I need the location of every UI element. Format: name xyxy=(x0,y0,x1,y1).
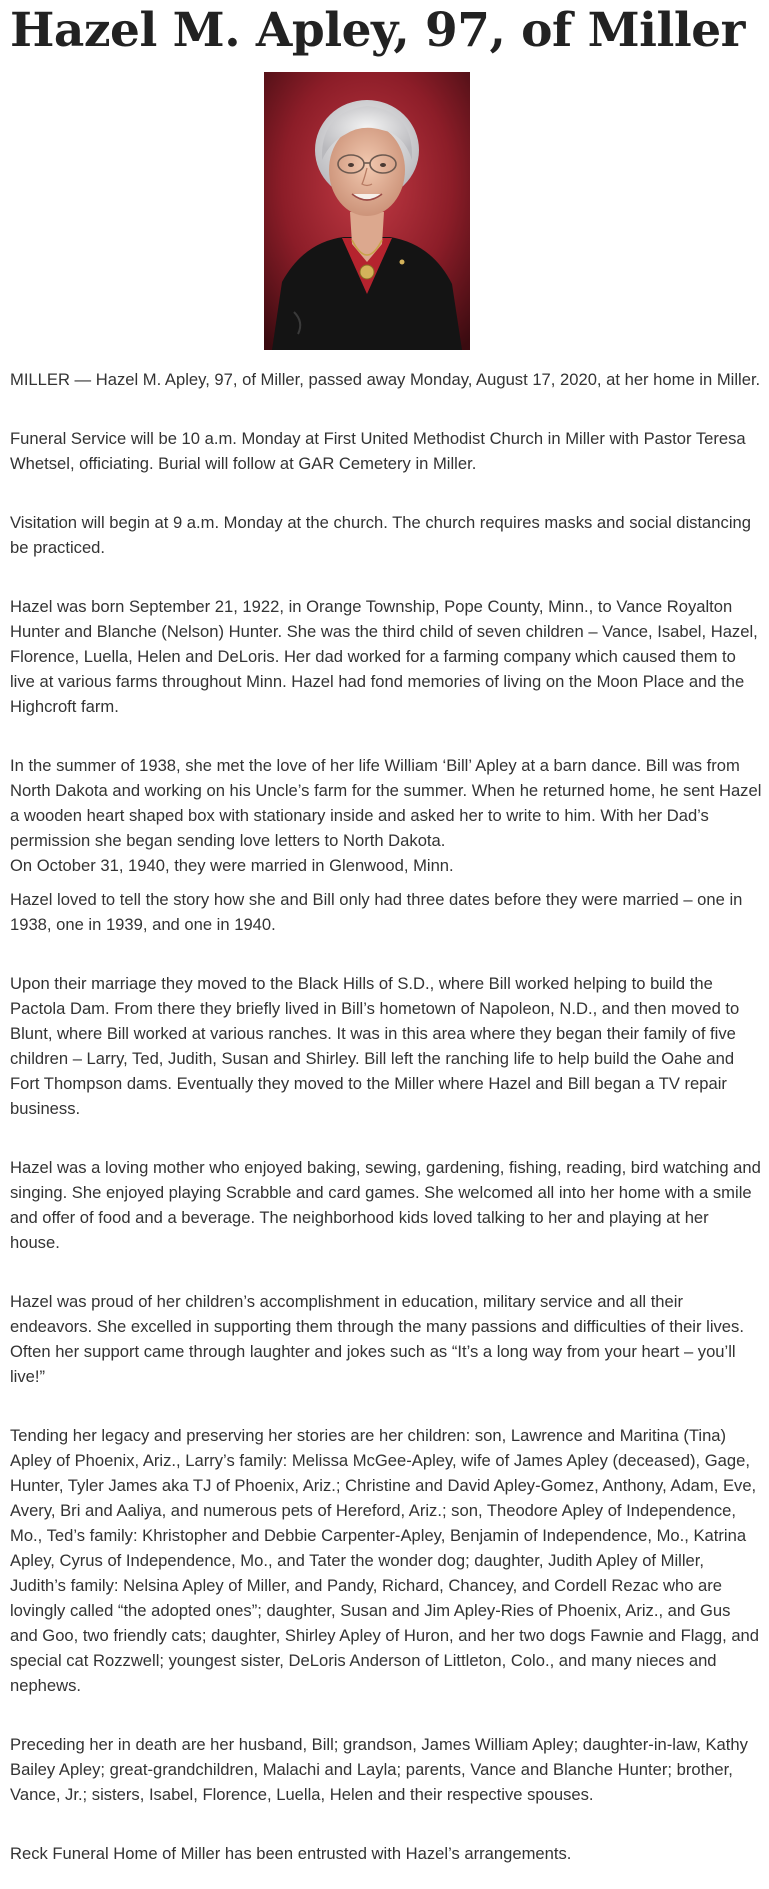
article-body xyxy=(10,367,762,1866)
paragraph-funeral-service: Funeral Service will be 10 a.m. Monday at First United Methodist Church in Miller with Pastor Teresa Whetsel, officiating. Burial will follow at GAR Cemetery in Miller. xyxy=(10,429,746,473)
paragraph-wedding-date: On October 31, 1940, they were married in Glenwood, Minn. xyxy=(10,856,454,875)
paragraph-visitation: Visitation will begin at 9 a.m. Monday at the church. The church requires masks and social distancing be practiced. xyxy=(10,513,751,557)
obituary-article xyxy=(10,0,762,1866)
paragraph-preceded-in-death: Preceding her in death are her husband, Bill; grandson, James William Apley; daughter-in-law, Kathy Bailey Apley; great-grandchildren, Malachi and Layla; parents, Vance and Blanche Hunter; brother, Vance, Jr.; sisters, Isabel, Florence, Luella, Helen and their respective spouses. xyxy=(10,1735,748,1804)
paragraph-hobbies: Hazel was a loving mother who enjoyed baking, sewing, gardening, fishing, reading, bird watching and singing. She enjoyed playing Scrabble and card games. She welcomed all into her home with a smile and offer of food and a beverage. The neighborhood kids loved talking to her and playing at her house. xyxy=(10,1158,761,1252)
paragraph-children-pride: Hazel was proud of her children’s accomplishment in education, military service and all their endeavors. She excelled in supporting them through the many passions and difficulties of their lives. Often her support came through laughter and jokes such as “It’s a long way from your heart – you’ll live!” xyxy=(10,1292,744,1386)
paragraph-three-dates: Hazel loved to tell the story how she and Bill only had three dates before they were married – one in 1938, one in 1939, and one in 1940. xyxy=(10,890,743,934)
photo-container xyxy=(10,72,762,354)
portrait-photo xyxy=(264,72,470,350)
article-title: Hazel M. Apley, 97, of Miller xyxy=(10,3,745,58)
paragraph-survivors: Tending her legacy and preserving her stories are her children: son, Lawrence and Maritina (Tina) Apley of Phoenix, Ariz., Larry’s family: Melissa McGee-Apley, wife of James Apley (deceased), Gage, Hunter, Tyler James aka TJ of Phoenix, Ariz.; Christine and David Apley-Gomez, Anthony, Adam, Eve, Avery, Bri and Aaliya, and numerous pets of Hereford, Ariz.; son, Theodore Apley of Independence, Mo., Ted’s family: Khristopher and Debbie Carpenter-Apley, Benjamin of Independence, Mo., Katrina Apley, Cyrus of Independence, Mo., and Tater the wonder dog; daughter, Judith Apley of Miller, Judith’s family: Nelsina Apley of Miller, and Pandy, Richard, Chancey, and Cordell Rezac who are lovingly called “the adopted ones”; daughter, Susan and Jim Apley-Ries of Phoenix, Ariz., and Gus and Goo, two friendly cats; daughter, Shirley Apley of Huron, and her two dogs Fawnie and Flagg, and special cat Rozzwell; youngest sister, DeLoris Anderson of Littleton, Colo., and many nieces and nephews. xyxy=(10,1426,760,1695)
paragraph-marriage-moves: Upon their marriage they moved to the Black Hills of S.D., where Bill worked helping to build the Pactola Dam. From there they briefly lived in Bill’s hometown of Napoleon, N.D., and then moved to Blunt, where Bill worked at various ranches. It was in this area where they began their family of five children – Larry, Ted, Judith, Susan and Shirley. Bill left the ranching life to help build the Oahe and Fort Thompson dams. Eventually they moved to the Miller where Hazel and Bill began a TV repair business. xyxy=(10,974,740,1118)
paragraph-birth: Hazel was born September 21, 1922, in Orange Township, Pope County, Minn., to Vance Royalton Hunter and Blanche (Nelson) Hunter. She was the third child of seven children – Vance, Isabel, Hazel, Florence, Luella, Helen and DeLoris. Her dad worked for a farming company which caused them to live at various farms throughout Minn. Hazel had fond memories of living on the Moon Place and the Highcroft farm. xyxy=(10,597,758,716)
paragraph-arrangements: Reck Funeral Home of Miller has been entrusted with Hazel’s arrangements. xyxy=(10,1844,572,1863)
portrait-image xyxy=(264,72,470,350)
paragraph-meeting-bill xyxy=(10,753,762,878)
paragraph-meeting-bill-text: In the summer of 1938, she met the love of her life William ‘Bill’ Apley at a barn dance. Bill was from North Dakota and working on his Uncle’s farm for the summer. When he returned home, he sent Hazel a wooden heart shaped box with stationary inside and asked her to write to him. With her Dad’s permission she began sending love letters to North Dakota. xyxy=(10,756,762,850)
paragraph-death-notice: MILLER — Hazel M. Apley, 97, of Miller, passed away Monday, August 17, 2020, at her home in Miller. xyxy=(10,370,761,389)
